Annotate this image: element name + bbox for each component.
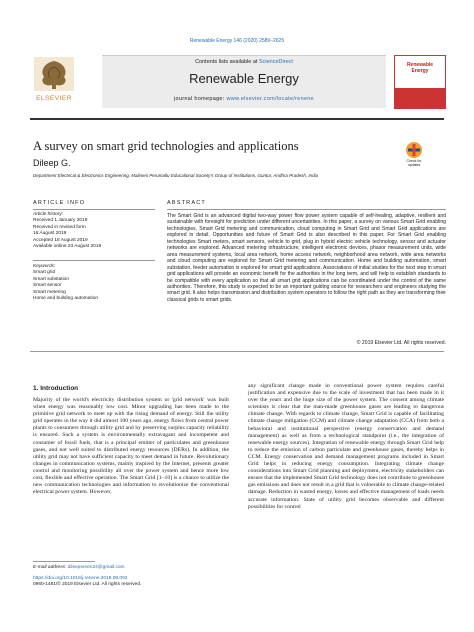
author-email-link[interactable]: dileepsreen24@gmail.com — [67, 565, 125, 570]
issn-line: 0960-1481/© 2019 Elsevier Ltd. All rights reserved. — [33, 582, 142, 587]
abstract-copyright: © 2019 Elsevier Ltd. All rights reserved. — [356, 340, 446, 346]
intro-heading: 1. Introduction — [33, 385, 79, 392]
history-item: Received 1 January 2019 — [33, 218, 88, 224]
article-history — [33, 212, 158, 250]
history-item: Available online 23 August 2019 — [33, 244, 102, 250]
journal-cover-thumbnail — [394, 55, 446, 109]
keyword: Smart metering — [33, 289, 66, 295]
intro-left-column: Majority of the world's electricity distribution system or 'grid network' was built when energy was reasonably low cost. Minor upgrading has been made to the primitive grid network to meet up with the rising demand of energy. Still the utility grid operates in the way it did almost 100 years ago, energy flows from central power plants to consumers through utility grid and by preserving surplus capacity reliability is ensured. Such a system is environmentally extravagant and incompetent and consumer of fossil fuels, that is a principal emitter of particulates and greenhouse gases, and not well suited to distributed energy resources (DERs). In addition, the utility grid may not have sufficient capacity to meet demand in future. Revolutionary changes in communication systems, mainly inspired by the Internet, presents greater control and monitoring possibility all over the power system and hence more low cost, flexible and effective operation. The Smart Grid [1–10] is a chance to utilize the new communication technologies and information to revolutionize the conventional electrical power system. However, — [33, 397, 229, 496]
history-label: Article history: — [33, 212, 64, 217]
cover-band — [395, 88, 445, 108]
elsevier-logo — [30, 55, 78, 105]
keyword: Smart grid — [33, 270, 56, 276]
header-rule — [30, 118, 444, 120]
journal-title: Renewable Energy — [189, 71, 299, 86]
homepage-line — [102, 96, 386, 102]
journal-citation[interactable]: Renewable Energy 146 (2020) 2589–2625 — [189, 38, 285, 44]
keyword: Home and building automation — [33, 296, 99, 302]
publisher-name: ELSEVIER — [36, 95, 72, 102]
abstract-heading: ABSTRACT — [167, 200, 206, 206]
contents-prefix: Contents lists available at — [195, 59, 259, 65]
homepage-link[interactable]: www.elsevier.com/locate/renene — [226, 96, 315, 102]
abstract-rule — [167, 209, 446, 210]
author-name: Dileep G. — [33, 158, 71, 168]
footnotes — [33, 565, 141, 589]
crossmark-badge[interactable] — [402, 140, 426, 166]
article-info-heading: ARTICLE INFO — [33, 200, 86, 206]
history-item: 16 August 2019 — [33, 231, 67, 237]
abstract-text: The Smart Grid is an advanced digital two-way power flow power system capable of self-healing, adaptive, resilient and sustainable with foresight for prediction under different uncertainties. In this paper, a survey on various Smart Grid enabling technologies, Smart Grid metering and communication, cloud computing in Smart Grid and Smart Grid applications are explored in detail. Opportunities and future of Smart Grid is also described in this paper. For Smart Grid enabling technologies Smart meters, smart sensors, vehicle to grid, plug in hybrid electric vehicle technology, sensor and actuator networks are explored. Advanced metering infrastructure, intelligent electronic devices, phasor measurement units, wide area measurement systems, local area network, home access network, neighborhood area network, wide area networks and cloud computing are explored for Smart Grid metering and communication. Home and building automation, smart substation, feeder automation is explored for smart grid applications. Associations of initial studies for the next step in smart grid applications will provide an economic benefit for the authorities in the long term, and will help to establish standards to be compatible with every application so that all smart grid applications can be coordinated under the control of the same authorities. Therefore, this study is expected to be an important guiding source for researchers and engineers studying the smart grid. It also helps transmission and distribution system operators to follow the right path as they are transforming their classical grids to smart grids. — [167, 213, 446, 303]
article-info-rule — [33, 209, 155, 210]
keywords-list — [33, 264, 158, 302]
sciencedirect-link[interactable]: ScienceDirect — [258, 59, 293, 65]
homepage-prefix: journal homepage: — [173, 96, 227, 102]
crossmark-icon — [402, 140, 426, 160]
doi-link[interactable]: https://doi.org/10.1016/j.renene.2019.08.092 — [33, 575, 128, 581]
article-title: A survey on smart grid technologies and applications — [33, 139, 299, 153]
keywords-rule — [33, 260, 155, 261]
email-line — [33, 565, 141, 572]
crossmark-label: Check for updates — [406, 159, 422, 167]
abstract-end-rule — [30, 351, 444, 352]
keyword: Smart sensor — [33, 283, 62, 289]
email-label: E-mail address: — [33, 565, 68, 570]
journal-banner — [102, 55, 386, 108]
keywords-label: Keywords: — [33, 264, 56, 269]
keyword: Smart substation — [33, 276, 69, 282]
cover-title: Renewable Energy — [406, 62, 434, 74]
intro-right-column: any significant change made in conventional power system requires careful justification and expensive due to the scale of investment that has been made in it over the years and the huge size of the power system. The consent among climate scientists is clear that the man-made greenhouse gases are leading to dangerous climate change. With regards to climate change, Smart Grid is capable of facilitating climate change mitigation (CCM) and climate change adaptation (CCA) from both a behavioral and institutional perspective (energy conservation and demand management) as well as from a technological standpoint (i.e., the integration of renewable energy sources). Integration of renewable energy through Smart Grid help to reduce the emission of carbon particulate and greenhouse gases, thereby helps in CCM. Energy conservation and demand management programs included in Smart Grid helps in reducing energy consumption. Integrating climate change considerations into Smart Grid planning and deployment, electricity stakeholders can ensure that the implemented Smart Grid technology does not contribute to greenhouse gas emissions and does not result in a grid that is vulnerable to climate change-related damage. Reduction in wasted energy, losses and effective management of loads needs accurate information. State of utility grid becomes observable and different possibilities for control — [248, 383, 445, 510]
journal-masthead — [30, 55, 444, 113]
history-item: Accepted 18 August 2019 — [33, 237, 88, 243]
contents-line — [102, 59, 386, 65]
author-affiliation: Department Electrical & Electronics Engineering, Malineni Perumallu Educational Society's Group of Institutions, Guntur, Andhra Pradesh, India — [33, 173, 319, 178]
footnote-rule — [33, 561, 95, 562]
history-item: Received in revised form — [33, 224, 86, 230]
